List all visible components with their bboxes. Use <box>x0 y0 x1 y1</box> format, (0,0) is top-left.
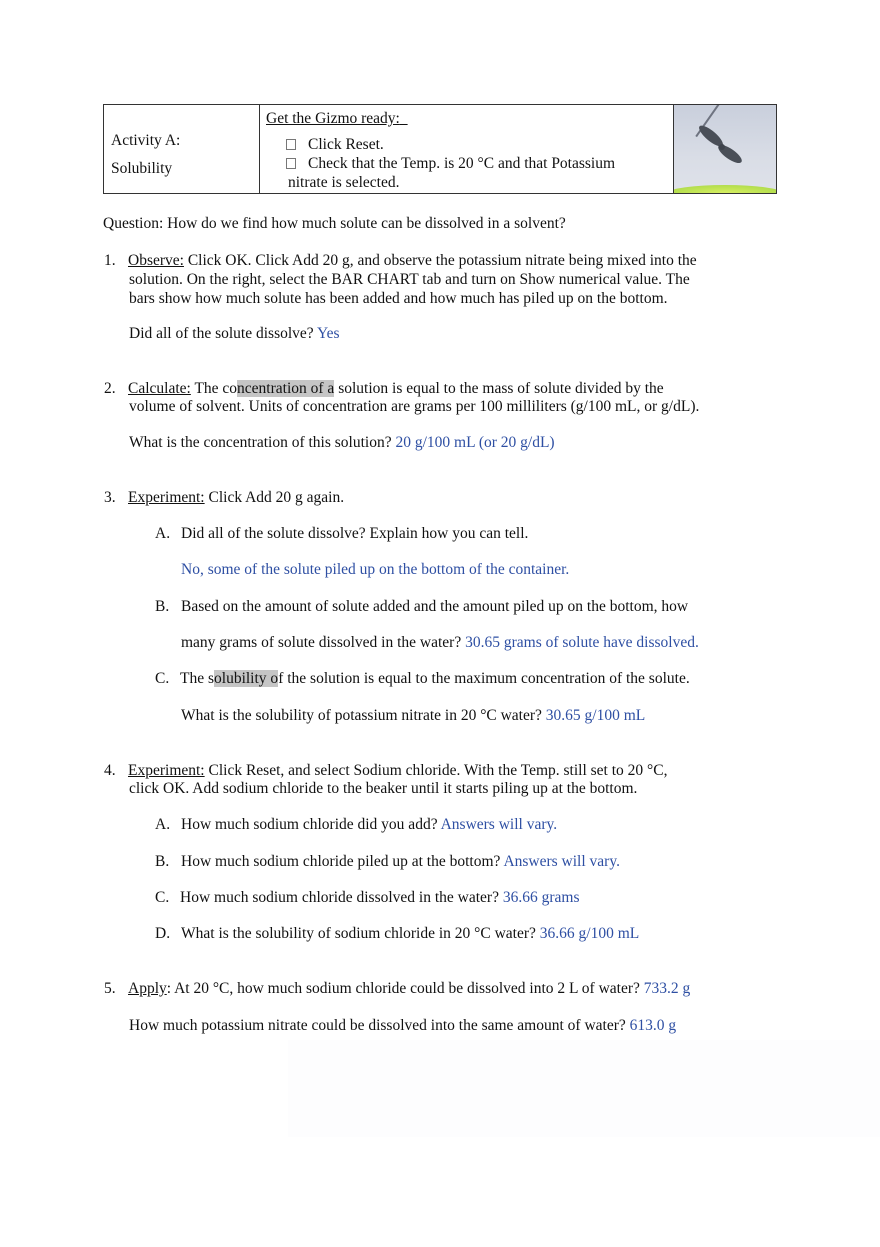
prep-step-continued: nitrate is selected. <box>288 174 400 191</box>
q2-number: 2. <box>104 380 116 397</box>
highlighted-text: ncentration of a <box>237 380 335 397</box>
q3c-prompt: What is the solubility of potassium nitrate in 20 °C water? 30.65 g/100 mL <box>181 707 646 724</box>
q4d-letter: D. <box>155 925 171 942</box>
guiding-question: Question: How do we find how much solute can be dissolved in a solvent? <box>103 215 566 232</box>
q3-number: 3. <box>104 489 116 506</box>
q1-line1: Observe: Click OK. Click Add 20 g, and observe the potassium nitrate being mixed into the <box>128 252 697 269</box>
q1-number: 1. <box>104 252 116 269</box>
faint-background-block <box>288 1040 880 1137</box>
prep-cell <box>260 105 674 193</box>
prep-checklist <box>266 135 673 192</box>
q3c-letter: C. <box>155 670 170 687</box>
q5-answer2: 613.0 g <box>629 1017 677 1034</box>
q3b-prompt: many grams of solute dissolved in the water? 30.65 grams of solute have dissolved. <box>181 634 699 651</box>
q5-line1: Apply: At 20 °C, how much sodium chloride could be dissolved into 2 L of water? 733.2 g <box>128 980 691 997</box>
q3b-line1: Based on the amount of solute added and the amount piled up on the bottom, how <box>181 598 689 615</box>
q4a-answer: Answers will vary. <box>440 816 558 833</box>
activity-name: Solubility <box>111 160 173 177</box>
activity-header-table <box>103 104 777 194</box>
q1-answer: Yes <box>316 325 340 342</box>
q4-number: 4. <box>104 762 116 779</box>
q4-line2: click OK. Add sodium chloride to the beaker until it starts piling up at the bottom. <box>129 780 638 797</box>
q4c-letter: C. <box>155 889 170 906</box>
prep-step: Check that the Temp. is 20 °C and that Potassium <box>286 154 673 173</box>
q2-label: Calculate: <box>128 380 191 397</box>
q4b-letter: B. <box>155 853 170 870</box>
q1-prompt: Did all of the solute dissolve? Yes <box>129 325 340 342</box>
q5-number: 5. <box>104 980 116 997</box>
q1-line2: solution. On the right, select the BAR CHART tab and turn on Show numerical value. The <box>129 271 690 288</box>
q2-answer: 20 g/100 mL (or 20 g/dL) <box>395 434 555 451</box>
q3a-answer: No, some of the solute piled up on the bottom of the container. <box>181 561 570 578</box>
q5-answer1: 733.2 g <box>643 980 691 997</box>
q4d-answer: 36.66 g/100 mL <box>539 925 640 942</box>
q3-line1: Experiment: Click Add 20 g again. <box>128 489 345 506</box>
q3a-prompt: Did all of the solute dissolve? Explain how you can tell. <box>181 525 529 542</box>
q4a-letter: A. <box>155 816 171 833</box>
q4b-prompt: How much sodium chloride piled up at the bottom? Answers will vary. <box>181 853 620 870</box>
q4b-answer: Answers will vary. <box>503 853 620 870</box>
q2-prompt: What is the concentration of this solution? 20 g/100 mL (or 20 g/dL) <box>129 434 555 451</box>
activity-cell <box>104 105 260 193</box>
q4-label: Experiment: <box>128 762 205 779</box>
gizmo-stirrer-image <box>674 105 776 193</box>
q3b-letter: B. <box>155 598 170 615</box>
q5-prompt2: How much potassium nitrate could be dissolved into the same amount of water? 613.0 g <box>129 1017 677 1034</box>
q4c-prompt: How much sodium chloride dissolved in the water? 36.66 grams <box>180 889 580 906</box>
q3a-letter: A. <box>155 525 171 542</box>
activity-label: Activity A: <box>111 132 181 149</box>
q4a-prompt: How much sodium chloride did you add? Answers will vary. <box>181 816 558 833</box>
checkbox-icon <box>286 139 296 150</box>
q2-line2: volume of solvent. Units of concentration are grams per 100 milliliters (g/100 mL, or g/dL). <box>129 398 700 415</box>
q1-label: Observe: <box>128 252 184 269</box>
checkbox-icon <box>286 158 296 169</box>
q3c-answer: 30.65 g/100 mL <box>545 707 646 724</box>
highlighted-text: olubility o <box>214 670 279 687</box>
q3-label: Experiment: <box>128 489 205 506</box>
q4d-prompt: What is the solubility of sodium chloride in 20 °C water? 36.66 g/100 mL <box>181 925 640 942</box>
prep-title: Get the Gizmo ready: <box>266 110 400 127</box>
prep-step: Click Reset. <box>286 135 673 154</box>
q3c-line1: The solubility of the solution is equal to the maximum concentration of the solute. <box>180 670 690 687</box>
stirrer-hub-icon <box>719 144 725 150</box>
q5-label: Apply <box>128 980 167 997</box>
q1-line3: bars show how much solute has been added and how much has piled up on the bottom. <box>129 290 668 307</box>
q3b-answer: 30.65 grams of solute have dissolved. <box>465 634 699 651</box>
q4c-answer: 36.66 grams <box>502 889 580 906</box>
q2-line1: Calculate: The concentration of a solution is equal to the mass of solute divided by the <box>128 380 664 397</box>
solution-surface <box>674 185 776 193</box>
q4-line1: Experiment: Click Reset, and select Sodium chloride. With the Temp. still set to 20 °C, <box>128 762 668 779</box>
